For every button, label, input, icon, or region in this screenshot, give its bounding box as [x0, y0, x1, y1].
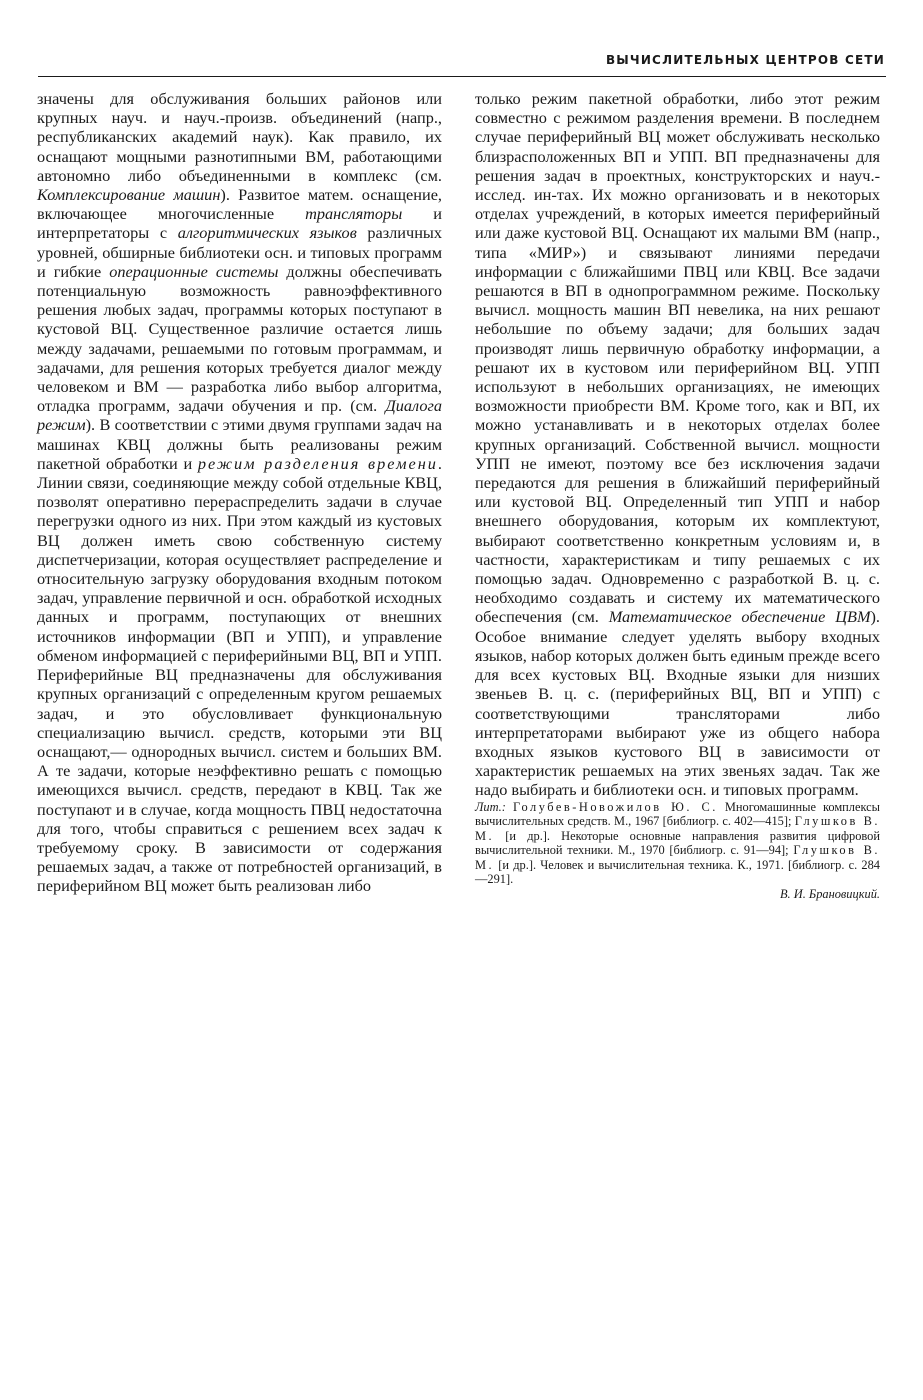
reference-author: Глушков В. М.: [475, 843, 880, 872]
references-label: Лит.:: [475, 799, 506, 814]
author-signature: В. И. Брановицкий.: [779, 887, 880, 902]
body-text: различных уровней, обширные библиотеки осн. и типовых программ и гибкие: [37, 223, 442, 281]
left-column: [37, 89, 442, 896]
body-text: ). Особое внимание следует уделять выбору входных языков, набор которых должен быть единым прежде всего для всех кустовых ВЦ. Входные языки для низших звеньев В. ц. с. (периферийных ВЦ, ВП и УПП) с соответствующими трансляторами либо интерпретаторами выбирают уже из общего набора входных языков кустового ВЦ в зависимости от характеристик решаемых на этих звеньях задач. Так же надо выбирать и библиотеки осн. и типовых программ.: [475, 607, 881, 800]
reference-text: [и др.]. Человек и вычислительная техника. К., 1971. [библиогр. с. 284—291].: [475, 857, 880, 887]
right-column: [475, 89, 880, 902]
cross-reference-link[interactable]: операционные системы: [109, 261, 279, 281]
body-text: ). Развитое матем. оснащение, включающее многочисленные: [37, 185, 442, 224]
body-text: только режим пакетной обработки, либо этот режим совместно с режимом разделения времени. В последнем случае периферийный ВЦ может обслуживать несколько близрасположенных ВП и УПП. ВП предназначены для решения задач в проектных, конструкторских и науч.-исслед. ин-тах. Их можно организовать и в некоторых отделах учреждений, в которых имеется периферийный или даже кустовой ВЦ. Оснащают их малыми ВМ (напр., типа «МИР») и связывают линиями передачи информации с ближайшими ПВЦ или КВЦ. Все задачи решаются в ВП в однопрограммном режиме. Поскольку вычисл. мощность машин ВП невелика, на них решают небольшие по объему задачи; для больших задач производят лишь первичную обработку информации, а решают их в кустовом или периферийном ВЦ. УПП используют в небольших организациях, не имеющих возможности приобрести ВМ. Кроме того, как и ВП, их можно устанавливать и в некоторых отделах более крупных организаций. Собственной вычисл. мощности УПП не имеют, поэтому все без исключения задачи передаются для решения в ближайший периферийный или кустовой ВЦ. Определенный тип УПП и набор внешнего оборудования, которым их комплектуют, выбирают соответственно конкретным условиям и, в частности, характеристикам и типу решаемых с их помощью задач. Одновременно с разработкой В. ц. с. необходимо создавать и систему их математического обеспечения (см.: [475, 89, 880, 627]
reference-text: Многомашинные комплексы вычислительных средств. М., 1967 [библиогр. с. 402—415];: [475, 799, 881, 829]
body-text: ). В соответствии с этими двумя группами задач на машинах КВЦ должны быть реализованы режим пакетной обработки и: [37, 415, 442, 473]
references: [475, 800, 880, 902]
body-text: и интерпретаторы с: [37, 204, 442, 243]
reference-author: Глушков В. М.: [475, 814, 881, 843]
reference-text: [и др.]. Некоторые основные направления развития цифровой вычислительной техники. М., 1970 [библиогр. с. 91—94];: [475, 828, 880, 858]
body-text: должны обеспечивать потенциальную возможность равноэффективного решения любых задач, программы которых поступают в кустовой ВЦ. Существенное различие остается лишь между задачами, решаемыми по готовым программам, и задачами, для решения которых требуется диалог между человеком и ВМ — разработка либо выбор алгоритма, отладка программ, задачи обучения и пр. (см.: [37, 261, 442, 416]
cross-reference-link[interactable]: трансляторы: [305, 204, 403, 224]
header-rule: [38, 76, 886, 77]
body-text: . Линии связи, соединяющие между собой отдельные КВЦ, позволят оперативно перераспределить задачи в случае перегрузки одного из них. При этом каждый из кустовых ВЦ должен иметь свою собственную систему диспетчеризации, которая осуществляет распределение и относительную загрузку оборудования входным потоком задач, управление первичной и осн. обработкой исходных данных и программ, поступающих от внешних источников информации (ВП и УПП), и управление обменом информацией с периферийными ВЦ, ВП и УПП. Периферийные ВЦ предназначены для обслуживания крупных организаций с определенным кругом решаемых задач, и это обусловливает функциональную специализацию вычисл. средств, которыми эти ВЦ оснащают,— однородных вычисл. систем и больших ВМ. А те задачи, которые неэффективно решать с помощью имеющихся вычисл. средств, передают в КВЦ. Так же поступают и в случае, когда мощность ПВЦ недостаточна для того, чтобы справиться с решением всех задач к требуемому сроку. В зависимости от содержания решаемых задач, а также от потребностей организаций, в периферийном ВЦ может быть реализован либо: [37, 453, 442, 896]
cross-reference-link[interactable]: Диалога режим: [37, 396, 442, 435]
article-paragraph: [475, 89, 880, 800]
reference-author: Голубев-Новожилов Ю. С.: [512, 799, 718, 814]
article-paragraph: [37, 89, 442, 896]
body-text: значены для обслуживания больших районов или крупных науч. и науч.-произв. объединений (напр., республиканских академий наук). Как правило, их оснащают мощными разнотипными ВМ, работающими автономно либо объединенными в комплекс (см.: [37, 89, 442, 185]
cross-reference-link[interactable]: Математическое обеспечение ЦВМ: [608, 607, 871, 627]
running-head: ВЫЧИСЛИТЕЛЬНЫХ ЦЕНТРОВ СЕТИ: [605, 53, 885, 67]
cross-reference-link[interactable]: алгоритмических языков: [177, 223, 357, 243]
cross-reference-link[interactable]: режим разделения времени: [197, 453, 438, 473]
cross-reference-link[interactable]: Комплексирование машин: [37, 185, 221, 205]
